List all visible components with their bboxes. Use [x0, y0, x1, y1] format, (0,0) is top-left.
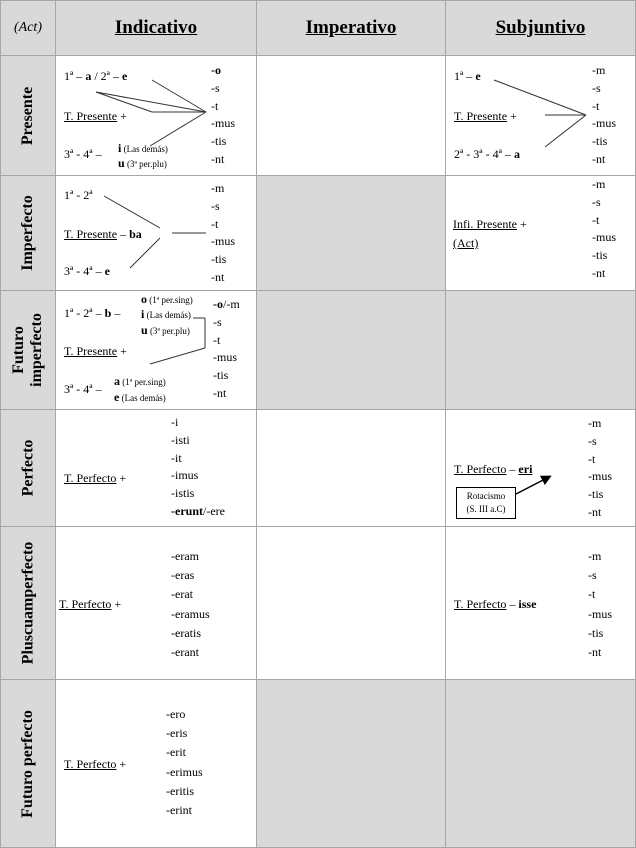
ending: -nt	[592, 265, 606, 280]
row-label-imperfecto: Imperfecto	[19, 195, 37, 271]
cell-sub-futuro-imperfecto	[445, 290, 636, 410]
row-label-futuro-line1: Futuro	[10, 326, 28, 374]
ind-imperfecto-conj3: 3ª - 4ª – e	[64, 264, 110, 278]
ending: -ero	[166, 707, 186, 721]
ending: -s	[592, 80, 601, 95]
cell-imp-futuro-perfecto	[256, 679, 446, 848]
ending: -i	[171, 415, 179, 429]
column-label-subjuntivo: Subjuntivo	[495, 17, 586, 38]
column-header-imperativo	[256, 0, 446, 56]
ending: -tis	[588, 487, 604, 502]
ending: -m	[588, 549, 602, 563]
cell-imp-pluscuamperfecto	[256, 526, 446, 680]
ind-imperfecto-endings	[211, 180, 235, 287]
sub-perfecto-stem: T. Perfecto – eri	[454, 462, 533, 476]
ending: -imus	[171, 468, 199, 483]
corner-label: (Act)	[14, 20, 42, 35]
ending: -erant	[171, 645, 199, 660]
ind-presente-stem: T. Presente +	[64, 109, 127, 123]
ending: -s	[588, 433, 597, 448]
ind-futuro-conj1: 1ª - 2ª – b –	[64, 306, 121, 320]
ending: -mus	[211, 116, 235, 131]
sub-plus-stem: T. Perfecto – isse	[454, 597, 537, 611]
sub-imperfecto-act: (Act)	[453, 236, 479, 250]
sub-presente-conj2: 2ª - 3ª - 4ª – a	[454, 147, 520, 161]
ending: -isti	[171, 432, 190, 447]
ending: -nt	[211, 269, 225, 284]
row-label-futuro-imperfecto	[10, 313, 46, 387]
rotacismo-note	[456, 487, 516, 519]
row-header-futuro-imperfecto	[0, 290, 56, 410]
ind-futuro-conj3: 3ª - 4ª –	[64, 382, 102, 396]
ending: -t	[211, 98, 219, 113]
sub-plus-endings	[588, 547, 612, 662]
ending: -erimus	[166, 764, 203, 779]
sub-imperfecto-endings	[592, 176, 616, 283]
ending: -nt	[592, 151, 606, 166]
ending: -erit	[166, 745, 186, 760]
ending: -t	[588, 451, 596, 466]
ending: -t	[211, 216, 219, 231]
cell-ind-perfecto	[55, 409, 257, 527]
ind-presente-u: u (3ª per.plu)	[118, 156, 167, 170]
ind-futuro-stem: T. Presente +	[64, 344, 127, 358]
sub-imperfecto-stem: Infi. Presente +	[453, 217, 527, 231]
ending: -tis	[588, 625, 604, 640]
row-label-futuro-line2: imperfecto	[28, 313, 46, 387]
ending: -nt	[588, 645, 602, 660]
ending: -mus	[588, 469, 612, 484]
ending: -istis	[171, 486, 195, 501]
ind-plus-endings	[171, 547, 210, 662]
cell-imp-imperfecto	[256, 175, 446, 291]
ending: -t	[592, 212, 600, 227]
ending: -nt	[211, 151, 225, 166]
ending: -s	[588, 568, 597, 583]
ind-futperf-endings	[166, 705, 203, 820]
ending: -nt	[588, 504, 602, 519]
ending: -tis	[213, 368, 229, 383]
cell-imp-futuro-imperfecto	[256, 290, 446, 410]
column-label-imperativo: Imperativo	[305, 17, 397, 38]
ending: -tis	[592, 134, 608, 149]
sub-presente-endings	[592, 62, 616, 169]
ind-presente-conj3: 3ª - 4ª –	[64, 147, 102, 161]
ending: -erat	[171, 587, 193, 602]
row-header-presente	[0, 55, 56, 176]
ending: -mus	[213, 350, 237, 365]
ending: -eritis	[166, 783, 194, 798]
ending: -t	[592, 98, 600, 113]
row-header-imperfecto	[0, 175, 56, 291]
cell-sub-futuro-perfecto	[445, 679, 636, 848]
ind-futuro-i: i (Las demás)	[141, 307, 191, 321]
ending: -m	[588, 416, 602, 430]
row-label-perfecto: Perfecto	[19, 439, 36, 497]
ending: -mus	[592, 116, 616, 131]
ending: -mus	[211, 234, 235, 249]
row-header-pluscuamperfecto	[0, 526, 56, 680]
ind-perfecto-endings	[171, 414, 225, 521]
ending: -s	[592, 194, 601, 209]
ind-futperf-stem: T. Perfecto +	[64, 757, 127, 771]
ind-presente-endings	[211, 62, 235, 169]
ind-futuro-e: e (Las demás)	[114, 390, 166, 404]
ind-presente-i: i (Las demás)	[118, 141, 168, 155]
sub-presente-conj1: 1ª – e	[454, 69, 481, 83]
ending: -m	[592, 177, 606, 191]
ending: -erint	[166, 803, 192, 818]
ind-plus-stem: T. Perfecto +	[59, 597, 122, 611]
cell-imp-presente	[256, 55, 446, 176]
ind-imperfecto-conj1: 1ª - 2ª	[64, 188, 93, 202]
ending: -erunt/-ere	[171, 503, 225, 518]
ending: -m	[592, 63, 606, 77]
ending: -tis	[592, 248, 608, 263]
row-label-pluscuamperfecto: Pluscuamperfecto	[19, 541, 37, 665]
ending: -nt	[213, 385, 227, 400]
rotacismo-label: Rotacismo	[466, 491, 506, 501]
rotacismo-date: (S. III a.C)	[466, 504, 506, 514]
row-label-presente: Presente	[19, 86, 36, 145]
row-header-perfecto	[0, 409, 56, 527]
ind-futuro-u: u (3ª per.plu)	[141, 323, 190, 337]
ending: -o/-m	[213, 297, 240, 311]
ending: -mus	[592, 230, 616, 245]
ending: -tis	[211, 252, 227, 267]
ending: -eras	[171, 568, 195, 583]
ind-presente-conj1: 1ª – a / 2ª – e	[64, 69, 128, 83]
ending: -eramus	[171, 606, 210, 621]
ending: -mus	[588, 606, 612, 621]
sub-perfecto-endings	[588, 415, 612, 522]
ending: -tis	[211, 134, 227, 149]
column-label-indicativo: Indicativo	[114, 17, 198, 38]
ind-futuro-o: o (1ª per.sing)	[141, 292, 193, 306]
ind-imperfecto-stem: T. Presente – ba	[64, 227, 142, 241]
ending: -it	[171, 450, 182, 465]
ending: -m	[211, 181, 225, 195]
ending: -s	[211, 80, 220, 95]
row-label-futuro-perfecto: Futuro perfecto	[19, 709, 37, 818]
ending: -eratis	[171, 625, 201, 640]
column-header-subjuntivo	[445, 0, 636, 56]
row-header-futuro-perfecto	[0, 679, 56, 848]
ending: -t	[213, 332, 221, 347]
ind-futuro-a: a (1ª per.sing)	[114, 374, 166, 388]
corner-cell	[0, 0, 56, 56]
ending: -eram	[171, 549, 199, 563]
ending: -t	[588, 587, 596, 602]
ending: -eris	[166, 726, 188, 741]
ending: -s	[211, 198, 220, 213]
sub-presente-stem: T. Presente +	[454, 109, 517, 123]
ending: -s	[213, 314, 222, 329]
cell-imp-perfecto	[256, 409, 446, 527]
ind-futuro-endings	[213, 296, 240, 403]
ending: -o	[211, 63, 221, 77]
column-header-indicativo	[55, 0, 257, 56]
ind-perfecto-stem: T. Perfecto +	[64, 471, 127, 485]
